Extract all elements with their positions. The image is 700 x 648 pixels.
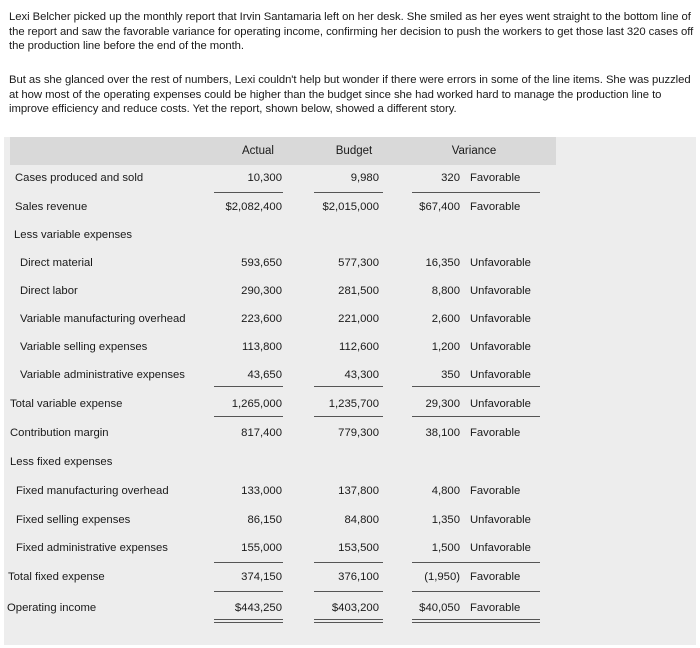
budget-value: 376,100 <box>338 571 379 583</box>
budget-value: 779,300 <box>338 427 379 439</box>
rule-actual <box>214 192 283 193</box>
row-label: Operating income <box>7 602 97 614</box>
actual-value: $2,082,400 <box>225 201 282 213</box>
budget-value: 137,800 <box>338 485 379 497</box>
budget-value: $403,200 <box>331 602 379 614</box>
actual-value: 86,150 <box>247 514 282 526</box>
rule-actual <box>214 591 283 592</box>
variance-status: Unfavorable <box>470 257 531 269</box>
rule-variance <box>412 416 540 417</box>
actual-value: 290,300 <box>241 285 282 297</box>
variance-status: Favorable <box>470 571 521 583</box>
rule-budget <box>314 591 383 592</box>
variance-value: 1,500 <box>431 542 460 554</box>
rule-budget <box>314 386 383 387</box>
variance-value: (1,950) <box>424 571 460 583</box>
table-row <box>4 229 696 249</box>
variance-status: Favorable <box>470 485 521 497</box>
budget-value: 84,800 <box>344 514 379 526</box>
budget-value: $2,015,000 <box>322 201 379 213</box>
row-label: Fixed selling expenses <box>16 514 131 526</box>
table-row <box>4 542 696 562</box>
actual-value: 593,650 <box>241 257 282 269</box>
budget-value: 281,500 <box>338 285 379 297</box>
table-row <box>4 485 696 505</box>
actual-value: 10,300 <box>247 172 282 184</box>
variance-value: $40,050 <box>419 602 460 614</box>
row-label: Total variable expense <box>10 398 123 410</box>
narrative-paragraph-2: But as she glanced over the rest of numbers, Lexi couldn't help but wonder if there were errors in some of the line items. She was puzzled at how most of the operating expenses could be higher than the budget since she had worked hard to manage the production line to improve efficiency and reduce costs. Yet the report, shown below, showed a different story. <box>9 74 691 116</box>
budget-value: 9,980 <box>350 172 379 184</box>
variance-status: Unfavorable <box>470 369 531 381</box>
actual-value: 155,000 <box>241 542 282 554</box>
rule-budget <box>314 562 383 563</box>
row-label: Less fixed expenses <box>10 456 113 468</box>
header-variance: Variance <box>451 145 497 157</box>
table-row <box>4 313 696 333</box>
rule-budget <box>314 416 383 417</box>
narrative-paragraph-1: Lexi Belcher picked up the monthly report that Irvin Santamaria left on her desk. She smiled as her eyes went straight to the bottom line of the report and saw the favorable variance for operating income, confirming her decision to push the workers to get those last 320 cases off the production line before the end of the month. <box>9 11 694 53</box>
double-rule-variance <box>412 619 540 623</box>
row-label: Total fixed expense <box>8 571 105 583</box>
variance-status: Favorable <box>470 172 521 184</box>
double-rule-budget <box>314 619 383 623</box>
table-row <box>4 172 696 192</box>
table-row <box>4 341 696 361</box>
table-row <box>4 257 696 277</box>
variance-value: 1,350 <box>431 514 460 526</box>
table-row <box>4 571 696 591</box>
double-rule-actual <box>214 619 283 623</box>
actual-value: 374,150 <box>241 571 282 583</box>
budget-value: 153,500 <box>338 542 379 554</box>
row-label: Less variable expenses <box>14 229 133 241</box>
variance-status: Unfavorable <box>470 313 531 325</box>
actual-value: 1,265,000 <box>231 398 282 410</box>
variance-value: 4,800 <box>431 485 460 497</box>
variance-value: $67,400 <box>419 201 460 213</box>
rule-actual <box>214 562 283 563</box>
table-row <box>4 398 696 418</box>
row-label: Contribution margin <box>10 427 109 439</box>
table-row <box>4 201 696 221</box>
variance-value: 16,350 <box>425 257 460 269</box>
actual-value: 223,600 <box>241 313 282 325</box>
variance-status: Unfavorable <box>470 285 531 297</box>
row-label: Variable administrative expenses <box>20 369 185 381</box>
budget-value: 221,000 <box>338 313 379 325</box>
table-row <box>4 514 696 534</box>
table-row <box>4 285 696 305</box>
row-label: Variable manufacturing overhead <box>20 313 186 325</box>
variance-value: 8,800 <box>431 285 460 297</box>
row-label: Fixed manufacturing overhead <box>16 485 169 497</box>
table-row <box>4 456 696 476</box>
row-label: Variable selling expenses <box>20 341 148 353</box>
variance-value: 1,200 <box>431 341 460 353</box>
variance-value: 320 <box>441 172 460 184</box>
row-label: Sales revenue <box>15 201 88 213</box>
variance-status: Favorable <box>470 602 521 614</box>
variance-status: Unfavorable <box>470 398 531 410</box>
variance-status: Unfavorable <box>470 514 531 526</box>
rule-variance <box>412 562 540 563</box>
table-row <box>4 427 696 447</box>
rule-actual <box>214 416 283 417</box>
variance-value: 2,600 <box>431 313 460 325</box>
row-label: Cases produced and sold <box>15 172 144 184</box>
row-label: Direct material <box>20 257 93 269</box>
actual-value: 817,400 <box>241 427 282 439</box>
header-actual: Actual <box>242 145 274 157</box>
actual-value: 43,650 <box>247 369 282 381</box>
rule-actual <box>214 386 283 387</box>
actual-value: 133,000 <box>241 485 282 497</box>
variance-value: 38,100 <box>425 427 460 439</box>
variance-status: Favorable <box>470 201 521 213</box>
actual-value: $443,250 <box>234 602 282 614</box>
variance-value: 29,300 <box>425 398 460 410</box>
budget-value: 112,600 <box>339 341 379 353</box>
budget-value: 43,300 <box>344 369 379 381</box>
header-budget: Budget <box>335 145 373 157</box>
variance-status: Unfavorable <box>470 341 531 353</box>
rule-variance <box>412 591 540 592</box>
variance-report-table <box>4 137 696 645</box>
rule-variance <box>412 192 540 193</box>
row-label: Direct labor <box>20 285 78 297</box>
budget-value: 1,235,700 <box>328 398 379 410</box>
variance-value: 350 <box>441 369 460 381</box>
budget-value: 577,300 <box>338 257 379 269</box>
variance-status: Favorable <box>470 427 521 439</box>
variance-status: Unfavorable <box>470 542 531 554</box>
actual-value: 113,800 <box>242 341 282 353</box>
rule-variance <box>412 386 540 387</box>
rule-budget <box>314 192 383 193</box>
row-label: Fixed administrative expenses <box>16 542 168 554</box>
